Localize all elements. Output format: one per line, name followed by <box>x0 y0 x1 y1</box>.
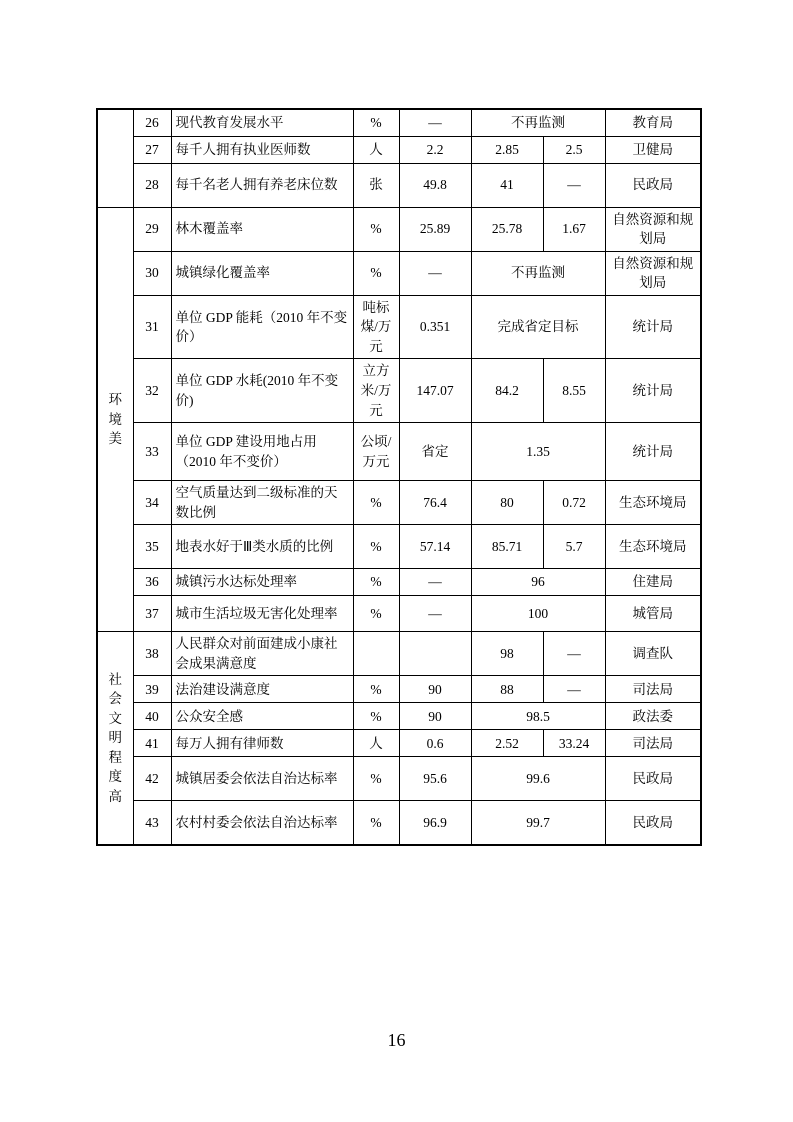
indicator-unit: 公顷/万元 <box>353 423 399 481</box>
value-1: 57.14 <box>399 525 471 569</box>
table-row <box>97 801 701 845</box>
table-row <box>97 109 701 136</box>
indicator-name: 公众安全感 <box>171 703 353 730</box>
value-3: 0.72 <box>543 481 605 525</box>
indicator-name: 现代教育发展水平 <box>171 109 353 136</box>
value-2: 88 <box>471 676 543 703</box>
department: 统计局 <box>605 359 701 423</box>
value-1: 0.351 <box>399 295 471 359</box>
group-char: 文 <box>108 710 122 726</box>
row-number: 32 <box>133 359 171 423</box>
value-1 <box>399 632 471 676</box>
department: 生态环境局 <box>605 525 701 569</box>
group-cell-social-civilization <box>97 632 133 845</box>
indicator-name: 每千人拥有执业医师数 <box>171 136 353 163</box>
value-1: — <box>399 109 471 136</box>
table-row <box>97 163 701 207</box>
value-2: 41 <box>471 163 543 207</box>
indicator-name: 法治建设满意度 <box>171 676 353 703</box>
value-2: 25.78 <box>471 207 543 251</box>
table-row <box>97 359 701 423</box>
table-row <box>97 632 701 676</box>
row-number: 29 <box>133 207 171 251</box>
value-1: 0.6 <box>399 730 471 757</box>
indicator-unit: 立方米/万元 <box>353 359 399 423</box>
indicator-name: 城镇污水达标处理率 <box>171 569 353 596</box>
department: 调查队 <box>605 632 701 676</box>
group-char: 程 <box>108 749 122 765</box>
indicator-unit: % <box>353 703 399 730</box>
value-1: 96.9 <box>399 801 471 845</box>
group-char: 境 <box>108 411 122 427</box>
table-row <box>97 295 701 359</box>
indicator-unit: % <box>353 109 399 136</box>
value-3: 5.7 <box>543 525 605 569</box>
group-char: 会 <box>108 691 122 707</box>
row-number: 43 <box>133 801 171 845</box>
department: 住建局 <box>605 569 701 596</box>
value-2: 85.71 <box>471 525 543 569</box>
value-1: 90 <box>399 676 471 703</box>
department: 司法局 <box>605 676 701 703</box>
indicator-unit: % <box>353 676 399 703</box>
value-2: 80 <box>471 481 543 525</box>
group-cell-empty <box>97 109 133 207</box>
page-number: 16 <box>387 1030 406 1050</box>
value-3: 2.5 <box>543 136 605 163</box>
row-number: 30 <box>133 251 171 295</box>
indicator-name: 城市生活垃圾无害化处理率 <box>171 596 353 632</box>
indicator-unit: % <box>353 596 399 632</box>
group-char: 环 <box>108 392 122 408</box>
indicator-name: 人民群众对前面建成小康社会成果满意度 <box>171 632 353 676</box>
indicator-unit: 张 <box>353 163 399 207</box>
group-char: 高 <box>108 788 122 804</box>
value-merged: 不再监测 <box>471 109 605 136</box>
value-3: — <box>543 163 605 207</box>
value-1: 90 <box>399 703 471 730</box>
indicator-unit: % <box>353 757 399 801</box>
value-1: — <box>399 251 471 295</box>
indicator-name: 单位 GDP 能耗（2010 年不变价） <box>171 295 353 359</box>
value-1: 76.4 <box>399 481 471 525</box>
value-2: 98 <box>471 632 543 676</box>
value-2: 2.85 <box>471 136 543 163</box>
indicator-name: 单位 GDP 建设用地占用（2010 年不变价） <box>171 423 353 481</box>
indicator-unit: % <box>353 251 399 295</box>
table-row <box>97 136 701 163</box>
value-1: — <box>399 569 471 596</box>
index-table <box>96 108 702 846</box>
value-1: 49.8 <box>399 163 471 207</box>
department: 民政局 <box>605 163 701 207</box>
department: 自然资源和规划局 <box>605 251 701 295</box>
row-number: 37 <box>133 596 171 632</box>
indicator-unit: 人 <box>353 730 399 757</box>
indicator-unit: % <box>353 801 399 845</box>
indicator-name: 地表水好于Ⅲ类水质的比例 <box>171 525 353 569</box>
row-number: 28 <box>133 163 171 207</box>
row-number: 35 <box>133 525 171 569</box>
value-merged: 99.7 <box>471 801 605 845</box>
group-char: 明 <box>108 730 122 746</box>
table-row <box>97 423 701 481</box>
table-row <box>97 730 701 757</box>
value-merged: 1.35 <box>471 423 605 481</box>
table-row <box>97 207 701 251</box>
table-row <box>97 596 701 632</box>
department: 民政局 <box>605 757 701 801</box>
table-row <box>97 525 701 569</box>
indicator-name: 每万人拥有律师数 <box>171 730 353 757</box>
table-row <box>97 251 701 295</box>
indicator-name: 城镇绿化覆盖率 <box>171 251 353 295</box>
value-1: 省定 <box>399 423 471 481</box>
row-number: 27 <box>133 136 171 163</box>
value-merged: 不再监测 <box>471 251 605 295</box>
value-merged: 100 <box>471 596 605 632</box>
value-3: 1.67 <box>543 207 605 251</box>
indicator-unit: 人 <box>353 136 399 163</box>
value-3: — <box>543 676 605 703</box>
value-1: — <box>399 596 471 632</box>
table-row <box>97 703 701 730</box>
department: 民政局 <box>605 801 701 845</box>
department: 卫健局 <box>605 136 701 163</box>
row-number: 31 <box>133 295 171 359</box>
row-number: 41 <box>133 730 171 757</box>
value-1: 25.89 <box>399 207 471 251</box>
department: 自然资源和规划局 <box>605 207 701 251</box>
row-number: 26 <box>133 109 171 136</box>
indicator-name: 单位 GDP 水耗(2010 年不变价) <box>171 359 353 423</box>
table-row <box>97 676 701 703</box>
department: 生态环境局 <box>605 481 701 525</box>
indicator-name: 每千名老人拥有养老床位数 <box>171 163 353 207</box>
group-cell-environment <box>97 207 133 632</box>
indicator-unit: 吨标煤/万元 <box>353 295 399 359</box>
value-1: 2.2 <box>399 136 471 163</box>
indicator-unit: % <box>353 481 399 525</box>
value-3: 33.24 <box>543 730 605 757</box>
indicator-unit: % <box>353 207 399 251</box>
value-3: — <box>543 632 605 676</box>
table-row <box>97 757 701 801</box>
indicator-name: 城镇居委会依法自治达标率 <box>171 757 353 801</box>
indicator-unit: % <box>353 525 399 569</box>
row-number: 34 <box>133 481 171 525</box>
value-2: 84.2 <box>471 359 543 423</box>
group-char: 度 <box>108 769 122 785</box>
indicator-name: 林木覆盖率 <box>171 207 353 251</box>
department: 统计局 <box>605 295 701 359</box>
department: 政法委 <box>605 703 701 730</box>
group-char: 社 <box>108 671 122 687</box>
table-row <box>97 481 701 525</box>
department: 教育局 <box>605 109 701 136</box>
index-table-wrapper <box>96 108 700 846</box>
row-number: 33 <box>133 423 171 481</box>
value-1: 95.6 <box>399 757 471 801</box>
indicator-unit: % <box>353 569 399 596</box>
department: 司法局 <box>605 730 701 757</box>
department: 统计局 <box>605 423 701 481</box>
value-3: 8.55 <box>543 359 605 423</box>
row-number: 40 <box>133 703 171 730</box>
value-merged: 99.6 <box>471 757 605 801</box>
table-row <box>97 569 701 596</box>
row-number: 36 <box>133 569 171 596</box>
value-merged: 完成省定目标 <box>471 295 605 359</box>
row-number: 42 <box>133 757 171 801</box>
indicator-name: 空气质量达到二级标准的天数比例 <box>171 481 353 525</box>
row-number: 38 <box>133 632 171 676</box>
department: 城管局 <box>605 596 701 632</box>
value-1: 147.07 <box>399 359 471 423</box>
value-merged: 96 <box>471 569 605 596</box>
value-2: 2.52 <box>471 730 543 757</box>
indicator-unit <box>353 632 399 676</box>
row-number: 39 <box>133 676 171 703</box>
indicator-name: 农村村委会依法自治达标率 <box>171 801 353 845</box>
group-char: 美 <box>108 431 122 447</box>
value-merged: 98.5 <box>471 703 605 730</box>
